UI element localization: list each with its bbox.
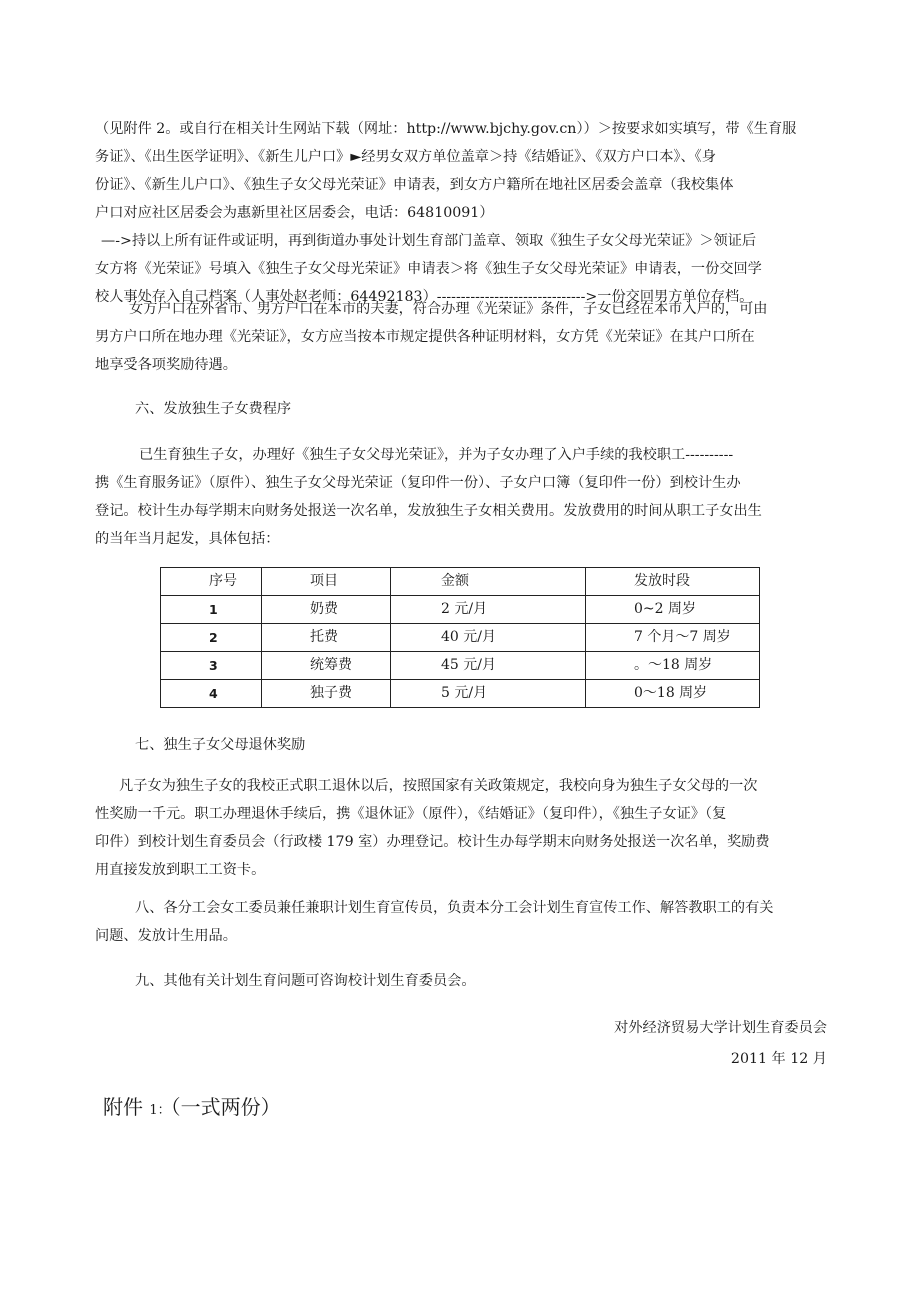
text-line: 校人事处存入自己档案（人事处赵老师：64492183）------------------------------->一份交回男方单位存档。	[95, 289, 754, 305]
table-row	[161, 652, 760, 680]
table-row	[161, 596, 760, 624]
text-line: 登记。校计生办每学期末向财务处报送一次名单，发放独生子女相关费用。发放费用的时间从职工子女出生	[95, 503, 762, 519]
cell-amount: 5 元/月	[391, 680, 586, 708]
text-line: 印件）到校计划生育委员会（行政楼 179 室）办理登记。校计生办每学期末向财务处报送一次名单，奖励费	[95, 834, 770, 850]
cell-item: 奶费	[262, 596, 391, 624]
text-line: 女方将《光荣证》号填入《独生子女父母光荣证》申请表＞将《独生子女父母光荣证》申请表，一份交回学	[95, 261, 762, 277]
table-header-row	[161, 568, 760, 596]
text-line: 性奖励一千元。职工办理退休手续后，携《退休证》（原件），《结婚证》（复印件），《独生子女证》（复	[95, 806, 727, 822]
cell-amount: 45 元/月	[391, 652, 586, 680]
cell-amount: 40 元/月	[391, 624, 586, 652]
section-6-heading: 六、发放独生子女费程序	[135, 401, 292, 417]
outside-province-paragraph	[95, 295, 830, 379]
text-line: 问题、发放计生用品。	[95, 928, 237, 944]
signature-org: 对外经济贸易大学计划生育委员会	[614, 1020, 827, 1036]
cell-item: 独子费	[262, 680, 391, 708]
text-line: 八、各分工会女工委员兼任兼职计划生育宣传员，负责本分工会计划生育宣传工作、解答教职工的有关	[135, 900, 774, 916]
cell-amount: 2 元/月	[391, 596, 586, 624]
attachment-title	[103, 1092, 281, 1126]
table-row	[161, 680, 760, 708]
cell-no: 3	[161, 652, 262, 680]
text-line: —->持以上所有证件或证明，再到街道办事处计划生育部门盖章、领取《独生子女父母光荣证》＞领证后	[101, 233, 757, 249]
text-line: 地享受各项奖励待遇。	[95, 357, 237, 373]
text-line: 已生育独生子女，办理好《独生子女父母光荣证》，并为子女办理了入户手续的我校职工----------	[139, 447, 734, 463]
signature-date: 2011 年 12 月	[730, 1051, 827, 1067]
attachment-note: （一式两份）	[170, 1095, 281, 1119]
text-line: 的当年当月起发，具体包括：	[95, 531, 280, 547]
cell-period: 0~2 周岁	[586, 596, 760, 624]
text-line: 份证》、《新生儿户口》、《独生子女父母光荣证》申请表，到女方户籍所在地社区居委会盖章（我校集体	[95, 177, 734, 193]
header-item: 项目	[262, 568, 391, 596]
header-period: 发放时段	[586, 568, 760, 596]
text-line: 用直接发放到职工工资卡。	[95, 862, 266, 878]
section-7-paragraph	[95, 772, 830, 884]
text-line: 携《生育服务证》（原件）、独生子女父母光荣证（复印件一份）、子女户口簿（复印件一份）到校计生办	[95, 475, 741, 491]
section-8-paragraph	[95, 894, 830, 950]
text-line: （见附件 2。或自行在相关计生网站下载（网址：http://www.bjchy.gov.cn））＞按要求如实填写，带《生育服	[95, 121, 797, 137]
section-9-text: 九、其他有关计划生育问题可咨询校计划生育委员会。	[135, 973, 476, 989]
cell-item: 统筹费	[262, 652, 391, 680]
section-6-paragraph	[95, 441, 830, 553]
header-amount: 金额	[391, 568, 586, 596]
cell-period: 7 个月～7 周岁	[586, 624, 760, 652]
text-line: 凡子女为独生子女的我校正式职工退休以后，按照国家有关政策规定，我校向身为独生子女父母的一次	[119, 778, 758, 794]
cell-item: 托费	[262, 624, 391, 652]
cell-no: 4	[161, 680, 262, 708]
cell-no: 2	[161, 624, 262, 652]
cell-period: 。～18 周岁	[586, 652, 760, 680]
fees-table	[160, 567, 760, 708]
section-7-heading: 七、独生子女父母退休奖励	[135, 737, 306, 753]
cell-period: 0～18 周岁	[586, 680, 760, 708]
text-line: 女方户口在外省市、男方户口在本市的夫妻，符合办理《光荣证》条件，子女已经在本市入户的，可由	[129, 301, 768, 317]
text-line: 户口对应社区居委会为惠新里社区居委会，电话：64810091）	[95, 205, 494, 221]
text-line: 男方户口所在地办理《光荣证》，女方应当按本市规定提供各种证明材料，女方凭《光荣证》在其户口所在	[95, 329, 755, 345]
text-line: 务证》、《出生医学证明》、《新生儿户口》►经男女双方单位盖章＞持《结婚证》、《双方户口本》、《身	[95, 149, 716, 165]
header-no: 序号	[161, 568, 262, 596]
attachment-number: 1：	[149, 1103, 171, 1118]
procedure-paragraph	[95, 115, 830, 311]
cell-no: 1	[161, 596, 262, 624]
table-row	[161, 624, 760, 652]
attachment-label: 附件	[103, 1095, 143, 1119]
